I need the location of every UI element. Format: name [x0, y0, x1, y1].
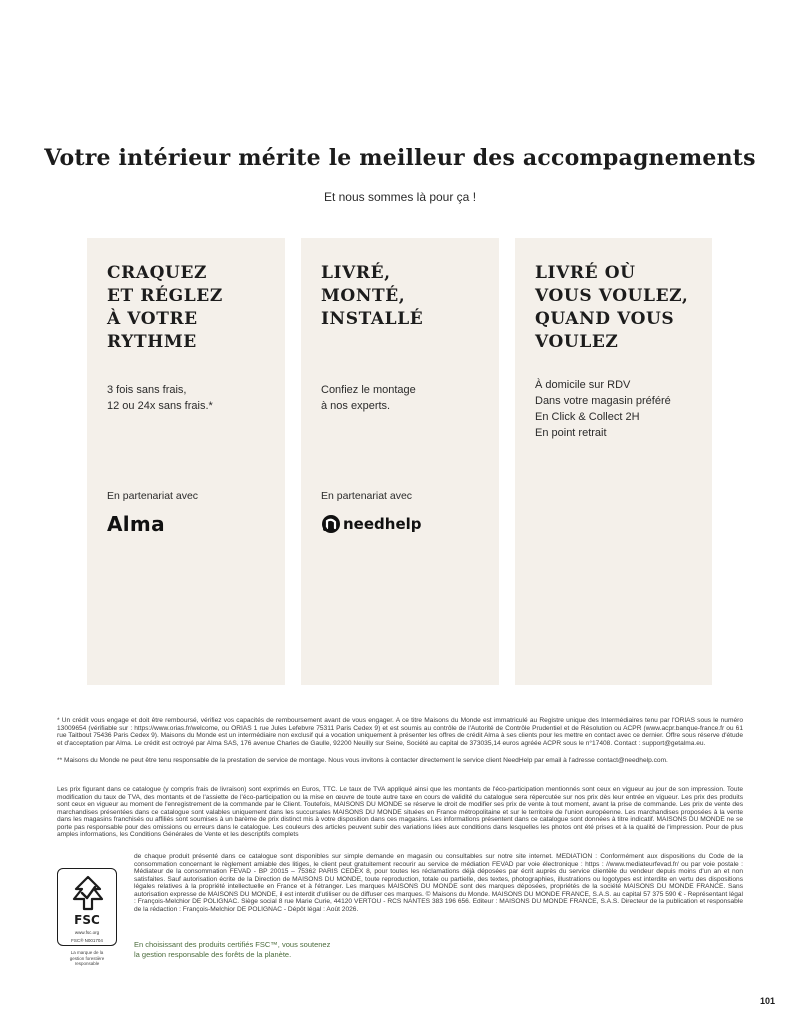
delivery-card-text: À domicile sur RDV Dans votre magasin préféré En Click & Collect 2H En point retrait: [535, 379, 671, 439]
fsc-label: FSC: [74, 913, 100, 927]
payment-card-title: CRAQUEZ ET RÉGLEZ À VOTRE RYTHME: [107, 263, 223, 352]
needhelp-n-icon: [321, 514, 341, 534]
page-number: 101: [760, 996, 776, 1006]
needhelp-logo: [321, 514, 422, 534]
assembly-card: [301, 238, 499, 685]
assembly-card-text: Confiez le montage à nos experts.: [321, 384, 416, 412]
fsc-statement: En choisissant des produits certifiés FSC™, vous soutenez la gestion responsable des forêts de la planète.: [134, 940, 331, 959]
page-headline: Votre intérieur mérite le meilleur des accompagnements: [44, 145, 756, 171]
delivery-card-title: LIVRÉ OÙ VOUS VOULEZ, QUAND VOUS VOULEZ: [535, 263, 689, 352]
needhelp-legal-note: ** Maisons du Monde ne peut être tenu responsable de la prestation de service de montage. Nous vous invitons à contacter directement le service client NeedHelp par email à l'adresse contact@needhelp.com.: [57, 757, 668, 764]
prices-legal-note-continued: de chaque produit présenté dans ce catalogue sont disponibles sur simple demande en magasin ou consultables sur notre site internet. MEDIATION : Conformément aux dispositions du Code de la consommation concernant le règlement amiable des litiges, le client peut gratuitement recourir au service de médiation FEVAD par voie électronique : https : //www.mediateurfevad.fr/ ou par voie postale : Médiateur de la consommation FEVAD - BP 20015 – 75362 PARIS CEDEX 8, pour toutes les réclamations déjà déposées par écrit auprès du service clientèle du vendeur depuis moins d'un an et non satisfaites. Sauf autorisation écrite de la Direction de MAISONS DU MONDE, toute reproduction, totale ou partielle, des textes, photographies, illustrations ou logotypes est interdite en vertu des dispositions légales relatives à la propriété intellectuelle en France et à l'étranger. Les marques MAISONS DU MONDE sont des marques déposées, propriétés de la société MAISONS DU MONDE FRANCE. Sans autorisation expresse de MAISONS DU MONDE, il est interdit d'utiliser ou de diffuser ces marques. © Maisons du Monde. MAISONS DU MONDE FRANCE, S.A.S. au capital 57 375 590 € - Représentant légal : François-Melchior DE POLIGNAC. Siège social 8 rue Marie Curie, 44120 VERTOU - RCS NANTES 383 196 656. Editeur : MAISONS DU MONDE FRANCE, S.A.S. Directeur de la publication et responsable de la rédaction : François-Melchior DE POLIGNAC - Dépôt légal : Août 2026.: [134, 853, 743, 913]
fsc-site: www.fsc.org: [74, 930, 100, 935]
credit-legal-note: * Un crédit vous engage et doit être remboursé, vérifiez vos capacités de remboursement avant de vous engager. A ce titre Maisons du Monde est immatriculé au Registre unique des Intermédiaires tenu par l'ORIAS sous le numéro 13009654 (vérifiable sur : https://www.orias.fr/welcome, ou ORIAS 1 rue Jules Lefebvre 75311 Paris Cedex 9) et est soumis au contrôle de l'Autorité de Contrôle Prudentiel et de Résolution ou ACPR (www.acpr.banque-france.fr ou 61 rue Taitbout 75436 Paris Cedex 9). Maisons du Monde est un intermédiaire non exclusif qui a vocation uniquement à présenter les offres de crédit Alma à ses clients pour les mettre en contact avec ce dernier. Offre sous réserve d'étude et d'acceptation par Alma. Le crédit est octroyé par Alma SAS, 176 avenue Charles de Gaulle, 92200 Neuilly sur Seine, Société au capital de 373035,14 euros agréée ACPR sous le n°17408. Contact : support@getalma.eu.: [57, 717, 743, 747]
page-subheadline: Et nous sommes là pour ça !: [323, 190, 477, 204]
fsc-tree-check-icon: [72, 875, 104, 911]
delivery-card: [515, 238, 712, 685]
payment-partner-label: En partenariat avec: [107, 490, 199, 502]
needhelp-logo-text: needhelp: [343, 515, 422, 533]
payment-card-text: 3 fois sans frais, 12 ou 24x sans frais.*: [107, 384, 213, 412]
fsc-logo: [57, 868, 117, 946]
payment-card: [87, 238, 285, 685]
fsc-code: FSC® N001704: [71, 938, 103, 943]
alma-logo: Alma: [107, 512, 165, 536]
assembly-partner-label: En partenariat avec: [321, 490, 413, 502]
fsc-motto: La marque de la gestion forestière responsable: [69, 950, 105, 966]
assembly-card-title: LIVRÉ, MONTÉ, INSTALLÉ: [321, 263, 424, 329]
prices-legal-note: Les prix figurant dans ce catalogue (y compris frais de livraison) sont exprimés en Euros, TTC. Le taux de TVA appliqué ainsi que les montants de l'éco-participation mentionnés sont ceux en vigueur au jour de son impression. Toute modification du taux de TVA, des montants et de l'assiette de l'éco-participation ou la mise en œuvre de toute autre taxe en cours de validité du catalogue sera répercutée sur nos prix dès leur entrée en vigueur. Les prix des produits sont ceux en vigueur au moment de l'enregistrement de la commande par le Client. Toutefois, MAISONS DU MONDE se réserve le droit de modifier ses prix de vente à tout moment, avant la prise de commande. Les prix de vente des marchandises présentées dans ce catalogue sont valables uniquement dans les succursales MAISONS DU MONDE situées en France métropolitaine et sur le territoire de l'union européenne. Les marchandises proposées à la vente dans les magasins franchisés ou affiliés sont soumises à un barème de prix distinct mis à votre disposition dans ces magasins. Les informations présentent dans ce catalogue sont données à titre indicatif. MAISONS DU MONDE ne se porte pas responsable pour des omissions ou erreurs dans le catalogue. Les couleurs des articles peuvent subir des variations liées aux conditions dans lesquelles les photos ont été prises et à la qualité de l'impression. Pour de plus amples informations, les Conditions Générales de Vente et les descriptifs complets: [57, 786, 743, 838]
